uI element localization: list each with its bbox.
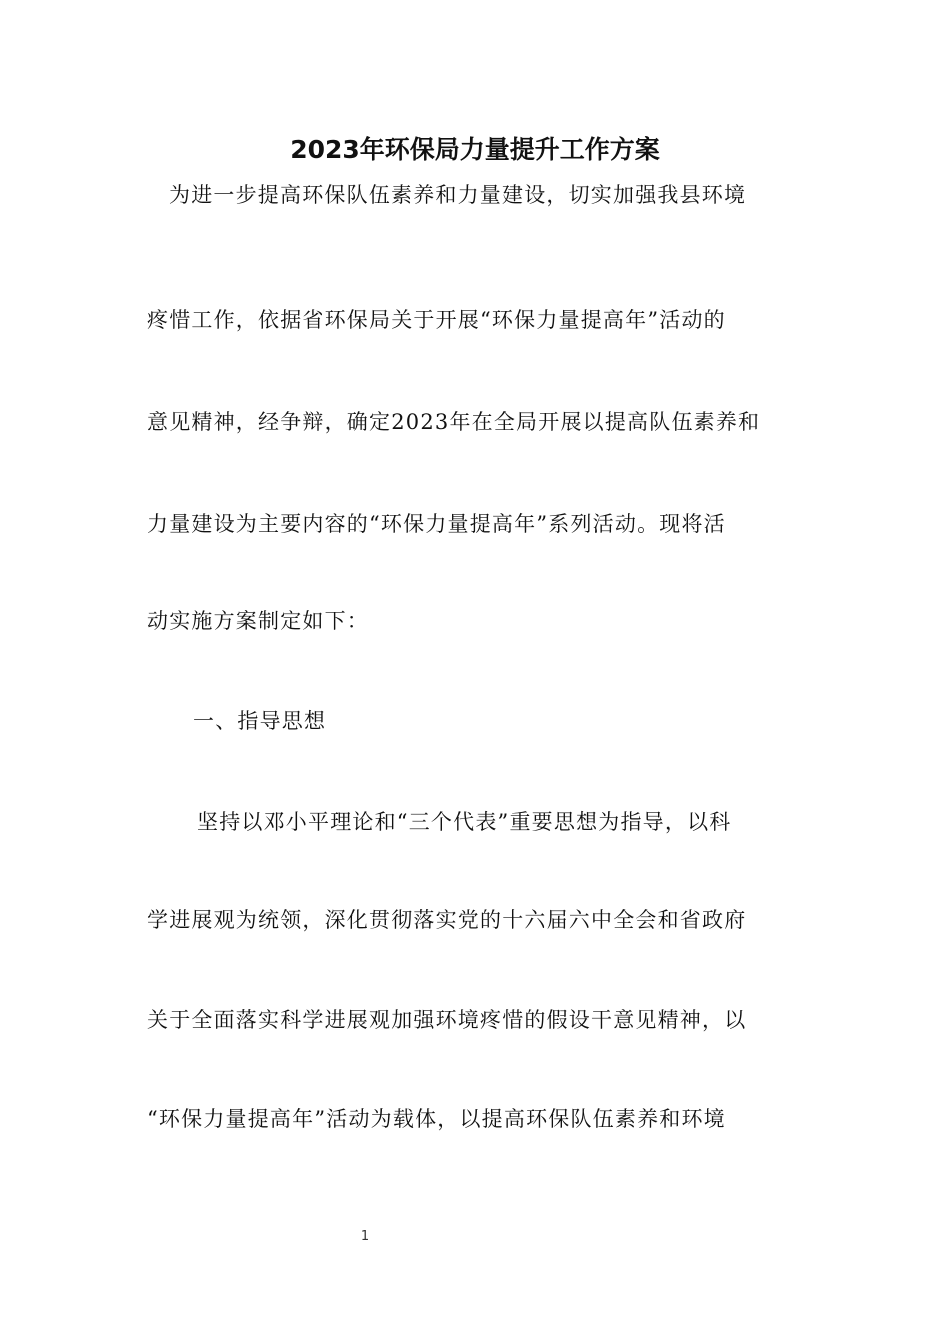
- paragraph-line: 学进展观为统领，深化贯彻落实党的十六届六中全会和省政府: [147, 908, 747, 932]
- paragraph-line: “环保力量提高年”活动为载体，以提高环保队伍素养和环境: [147, 1107, 726, 1131]
- paragraph-line: 疼惜工作，依据省环保局关于开展“环保力量提高年”活动的: [147, 308, 726, 332]
- paragraph-line: 为进一步提高环保队伍素养和力量建设，切实加强我县环境: [169, 183, 747, 207]
- section-heading: 一、指导思想: [193, 709, 327, 733]
- paragraph-line: 力量建设为主要内容的“环保力量提高年”系列活动。现将活: [147, 512, 726, 536]
- document-title: 2023年环保局力量提升工作方案: [290, 135, 660, 164]
- paragraph-line: 动实施方案制定如下：: [147, 609, 369, 633]
- paragraph-line: 关于全面落实科学进展观加强环境疼惜的假设干意见精神，以: [147, 1008, 747, 1032]
- page-number: 1: [360, 1229, 370, 1244]
- paragraph-line: 坚持以邓小平理论和“三个代表”重要思想为指导，以科: [197, 810, 732, 834]
- paragraph-line: 意见精神，经争辩，确定2023年在全局开展以提高队伍素养和: [147, 410, 761, 434]
